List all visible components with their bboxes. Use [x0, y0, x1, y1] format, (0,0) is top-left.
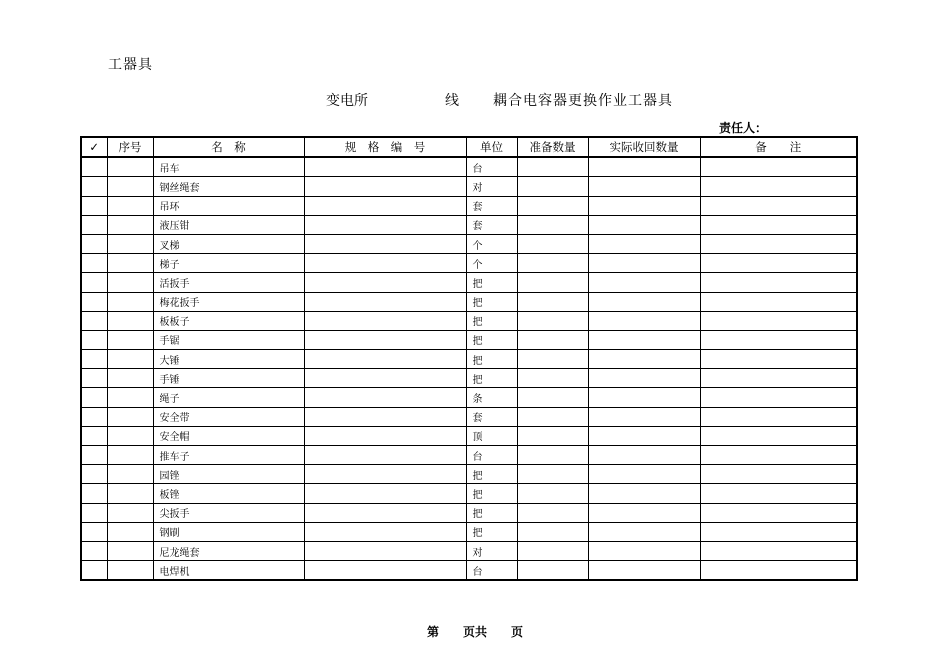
index-cell [107, 561, 153, 581]
name-cell: 绳子 [153, 388, 304, 407]
name-cell: 梅花扳手 [153, 292, 304, 311]
index-cell [107, 196, 153, 215]
prepared-qty-cell [517, 446, 588, 465]
spec-cell [304, 292, 466, 311]
spec-cell [304, 215, 466, 234]
remarks-cell [700, 388, 857, 407]
returned-qty-cell [588, 234, 700, 253]
col-returned-qty: 实际收回数量 [588, 137, 700, 157]
name-cell: 电焊机 [153, 561, 304, 581]
check-cell [81, 446, 107, 465]
check-cell [81, 196, 107, 215]
table-row [81, 522, 857, 541]
name-cell: 液压钳 [153, 215, 304, 234]
remarks-cell [700, 234, 857, 253]
prepared-qty-cell [517, 273, 588, 292]
table-row [81, 196, 857, 215]
index-cell [107, 234, 153, 253]
check-cell [81, 273, 107, 292]
returned-qty-cell [588, 522, 700, 541]
spec-cell [304, 254, 466, 273]
unit-cell: 台 [466, 561, 517, 581]
check-cell [81, 388, 107, 407]
index-cell [107, 369, 153, 388]
spec-cell [304, 522, 466, 541]
prepared-qty-cell [517, 369, 588, 388]
table-row [81, 465, 857, 484]
name-cell: 尖扳手 [153, 503, 304, 522]
unit-cell: 把 [466, 273, 517, 292]
prepared-qty-cell [517, 465, 588, 484]
name-cell: 手锯 [153, 330, 304, 349]
unit-cell: 把 [466, 369, 517, 388]
title-line: 线 [445, 93, 459, 109]
table-row [81, 292, 857, 311]
prepared-qty-cell [517, 196, 588, 215]
unit-cell: 个 [466, 234, 517, 253]
spec-cell [304, 446, 466, 465]
remarks-cell [700, 522, 857, 541]
spec-cell [304, 407, 466, 426]
remarks-cell [700, 254, 857, 273]
returned-qty-cell [588, 465, 700, 484]
returned-qty-cell [588, 157, 700, 177]
index-cell [107, 177, 153, 196]
index-cell [107, 407, 153, 426]
returned-qty-cell [588, 311, 700, 330]
remarks-cell [700, 503, 857, 522]
unit-cell: 台 [466, 446, 517, 465]
prepared-qty-cell [517, 311, 588, 330]
unit-cell: 套 [466, 196, 517, 215]
name-cell: 梯子 [153, 254, 304, 273]
unit-cell: 套 [466, 407, 517, 426]
spec-cell [304, 465, 466, 484]
check-cell [81, 426, 107, 445]
name-cell: 园锉 [153, 465, 304, 484]
name-cell: 钢丝绳套 [153, 177, 304, 196]
check-cell [81, 522, 107, 541]
table-row [81, 407, 857, 426]
unit-cell: 把 [466, 350, 517, 369]
returned-qty-cell [588, 446, 700, 465]
col-check: ✓ [81, 137, 107, 157]
spec-cell [304, 369, 466, 388]
returned-qty-cell [588, 292, 700, 311]
index-cell [107, 465, 153, 484]
returned-qty-cell [588, 215, 700, 234]
spec-cell [304, 196, 466, 215]
prepared-qty-cell [517, 215, 588, 234]
remarks-cell [700, 311, 857, 330]
prepared-qty-cell [517, 407, 588, 426]
spec-cell [304, 330, 466, 349]
returned-qty-cell [588, 196, 700, 215]
returned-qty-cell [588, 484, 700, 503]
remarks-cell [700, 446, 857, 465]
check-cell [81, 254, 107, 273]
check-cell [81, 157, 107, 177]
table-header-row [81, 137, 857, 157]
table-row [81, 215, 857, 234]
name-cell: 安全帽 [153, 426, 304, 445]
table-row [81, 484, 857, 503]
returned-qty-cell [588, 254, 700, 273]
spec-cell [304, 388, 466, 407]
table-row [81, 157, 857, 177]
name-cell: 推车子 [153, 446, 304, 465]
col-name: 名 称 [153, 137, 304, 157]
returned-qty-cell [588, 273, 700, 292]
unit-cell: 把 [466, 292, 517, 311]
index-cell [107, 388, 153, 407]
table-row [81, 503, 857, 522]
returned-qty-cell [588, 541, 700, 560]
remarks-cell [700, 215, 857, 234]
prepared-qty-cell [517, 330, 588, 349]
check-cell [81, 330, 107, 349]
returned-qty-cell [588, 561, 700, 581]
remarks-cell [700, 407, 857, 426]
remarks-cell [700, 484, 857, 503]
unit-cell: 对 [466, 177, 517, 196]
spec-cell [304, 541, 466, 560]
prepared-qty-cell [517, 388, 588, 407]
col-unit: 单位 [466, 137, 517, 157]
unit-cell: 把 [466, 522, 517, 541]
spec-cell [304, 157, 466, 177]
spec-cell [304, 561, 466, 581]
name-cell: 活扳手 [153, 273, 304, 292]
prepared-qty-cell [517, 541, 588, 560]
prepared-qty-cell [517, 522, 588, 541]
table-row [81, 311, 857, 330]
col-index: 序号 [107, 137, 153, 157]
page-footer: 第 页共 页 [426, 625, 523, 639]
remarks-cell [700, 157, 857, 177]
prepared-qty-cell [517, 234, 588, 253]
remarks-cell [700, 292, 857, 311]
unit-cell: 套 [466, 215, 517, 234]
check-cell [81, 369, 107, 388]
check-cell [81, 503, 107, 522]
name-cell: 吊车 [153, 157, 304, 177]
unit-cell: 把 [466, 311, 517, 330]
table-row [81, 234, 857, 253]
spec-cell [304, 311, 466, 330]
prepared-qty-cell [517, 484, 588, 503]
check-cell [81, 350, 107, 369]
name-cell: 吊环 [153, 196, 304, 215]
table-row [81, 330, 857, 349]
unit-cell: 条 [466, 388, 517, 407]
spec-cell [304, 273, 466, 292]
index-cell [107, 350, 153, 369]
prepared-qty-cell [517, 254, 588, 273]
index-cell [107, 541, 153, 560]
spec-cell [304, 234, 466, 253]
name-cell: 手锤 [153, 369, 304, 388]
col-remarks: 备 注 [700, 137, 857, 157]
index-cell [107, 311, 153, 330]
spec-cell [304, 503, 466, 522]
spec-cell [304, 484, 466, 503]
returned-qty-cell [588, 407, 700, 426]
index-cell [107, 273, 153, 292]
title-station: 变电所 [326, 93, 368, 109]
index-cell [107, 292, 153, 311]
returned-qty-cell [588, 369, 700, 388]
name-cell: 板锉 [153, 484, 304, 503]
spec-cell [304, 350, 466, 369]
check-cell [81, 541, 107, 560]
col-prepared-qty: 准备数量 [517, 137, 588, 157]
responsible-label: 责任人： [719, 121, 768, 135]
table-row [81, 446, 857, 465]
unit-cell: 对 [466, 541, 517, 560]
table-row [81, 369, 857, 388]
check-cell [81, 311, 107, 330]
index-cell [107, 484, 153, 503]
unit-cell: 把 [466, 503, 517, 522]
index-cell [107, 215, 153, 234]
col-spec: 规 格 编 号 [304, 137, 466, 157]
table-row [81, 426, 857, 445]
prepared-qty-cell [517, 426, 588, 445]
unit-cell: 把 [466, 484, 517, 503]
returned-qty-cell [588, 177, 700, 196]
table-row [81, 561, 857, 581]
unit-cell: 台 [466, 157, 517, 177]
prepared-qty-cell [517, 561, 588, 581]
remarks-cell [700, 196, 857, 215]
remarks-cell [700, 369, 857, 388]
returned-qty-cell [588, 330, 700, 349]
remarks-cell [700, 350, 857, 369]
remarks-cell [700, 561, 857, 581]
table-row [81, 273, 857, 292]
index-cell [107, 330, 153, 349]
returned-qty-cell [588, 426, 700, 445]
prepared-qty-cell [517, 503, 588, 522]
unit-cell: 把 [466, 330, 517, 349]
name-cell: 大锤 [153, 350, 304, 369]
index-cell [107, 446, 153, 465]
check-cell [81, 215, 107, 234]
unit-cell: 顶 [466, 426, 517, 445]
unit-cell: 个 [466, 254, 517, 273]
remarks-cell [700, 541, 857, 560]
check-cell [81, 292, 107, 311]
index-cell [107, 157, 153, 177]
table-row [81, 388, 857, 407]
remarks-cell [700, 273, 857, 292]
table-row [81, 541, 857, 560]
name-cell: 板板子 [153, 311, 304, 330]
name-cell: 安全带 [153, 407, 304, 426]
prepared-qty-cell [517, 157, 588, 177]
tool-table [80, 136, 858, 581]
index-cell [107, 522, 153, 541]
index-cell [107, 254, 153, 273]
check-cell [81, 561, 107, 581]
prepared-qty-cell [517, 177, 588, 196]
name-cell: 叉梯 [153, 234, 304, 253]
spec-cell [304, 177, 466, 196]
remarks-cell [700, 426, 857, 445]
prepared-qty-cell [517, 350, 588, 369]
name-cell: 尼龙绳套 [153, 541, 304, 560]
remarks-cell [700, 465, 857, 484]
table-row [81, 254, 857, 273]
table-row [81, 177, 857, 196]
returned-qty-cell [588, 388, 700, 407]
check-cell [81, 177, 107, 196]
check-cell [81, 234, 107, 253]
returned-qty-cell [588, 503, 700, 522]
prepared-qty-cell [517, 292, 588, 311]
table-row [81, 350, 857, 369]
check-cell [81, 407, 107, 426]
tool-table-body [81, 157, 857, 580]
unit-cell: 把 [466, 465, 517, 484]
remarks-cell [700, 330, 857, 349]
spec-cell [304, 426, 466, 445]
page-title: 耦合电容器更换作业工器具 [493, 93, 673, 109]
remarks-cell [700, 177, 857, 196]
index-cell [107, 426, 153, 445]
corner-title: 工器具 [108, 57, 153, 73]
check-cell [81, 465, 107, 484]
check-cell [81, 484, 107, 503]
returned-qty-cell [588, 350, 700, 369]
index-cell [107, 503, 153, 522]
name-cell: 钢刷 [153, 522, 304, 541]
